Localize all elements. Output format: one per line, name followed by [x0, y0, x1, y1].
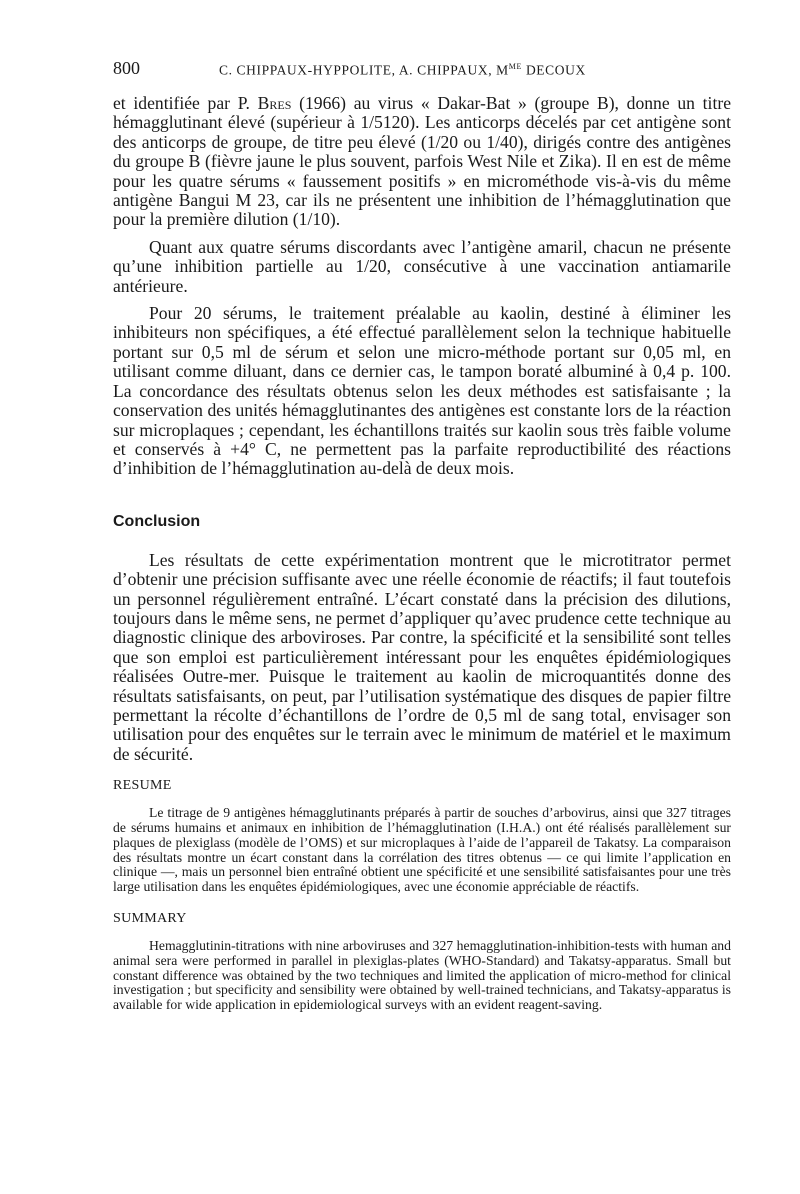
resume-heading: RESUME [113, 778, 172, 794]
running-head-authors [219, 62, 586, 79]
running-head [113, 58, 731, 80]
page-number: 800 [113, 58, 140, 78]
authors-part2: DECOUX [521, 62, 586, 77]
para1-rest: (1966) au virus « Dakar-Bat » (groupe B), donne un titre hémagglutinant élevé (supérieur à 1/5120). Les anticorps décelés par cet antigène sont des anticorps de groupe, de titre peu élevé (1/20 ou 1/40), dirigés contre des antigènes du groupe B (fièvre jaune le plus souvent, parfois West Nile et Zika). Il en est de même pour les quatre sérums « faussement positifs » en microméthode vis-à-vis du même antigène Bangui M 23, car ils ne présentent une inhibition de l’hémagglutination que pour la première dilution (1/10). [113, 93, 731, 230]
para1-start: et identifiée par P. [113, 93, 258, 113]
authors-part1: C. CHIPPAUX-HYPPOLITE, A. CHIPPAUX, M [219, 62, 509, 77]
body-paragraph-1 [113, 94, 731, 230]
authors-superscript: ME [508, 61, 522, 71]
summary-heading: SUMMARY [113, 910, 187, 926]
conclusion-heading: Conclusion [113, 512, 201, 530]
body-paragraph-3: Pour 20 sérums, le traitement préalable au kaolin, destiné à éliminer les inhibiteurs non spécifiques, a été effectué parallèlement selon la technique habituelle portant sur 0,5 ml de sérum et selon une micro-méthode portant sur 0,05 ml, en utilisant comme diluant, dans ce dernier cas, le tampon boraté albuminé à 0,4 p. 100. La concordance des résultats obtenus selon les deux méthodes est satisfaisante ; la conservation des unités hémagglutinantes des antigènes est constante lors de la réaction sur microplaques ; cependant, les échantillons traités sur kaolin sous très faible volume et conservés à +4° C, ne permettent pas la parfaite reproductibilité des réactions d’inhibition de l’hémagglutination au-delà de deux mois. [113, 303, 731, 479]
author-citation: Bres [257, 93, 292, 113]
summary-paragraph: Hemagglutinin-titrations with nine arboviruses and 327 hemagglutination-inhibition-tests with human and animal sera were performed in parallel in plexiglas-plates (WHO-Standard) and Takatsy-apparatus. Small but constant difference was obtained by the two techniques and limited the application of micro-method for clinical investigation ; but specificity and sensibility were obtained by well-trained technicians, and Takatsy-apparatus is available for wide application in epidemiological surveys with an evident reagent-saving. [113, 937, 731, 1013]
resume-paragraph: Le titrage de 9 antigènes hémagglutinants préparés à partir de souches d’arbovirus, ainsi que 327 titrages de sérums humains et animaux en inhibition de l’hémagglutination (I.H.A.) ont été réalisés parallèlement sur plaques de plexiglass (modèle de l’OMS) et sur microplaques à l’aide de l’appareil de Takatsy. La comparaison des résultats montre un écart constant dans la corrélation des titres obtenus — ce qui limite l’application en clinique —, mais un personnel bien entraîné obtient une spécificité et une sensibilité satisfaisantes pour une très large utilisation dans les enquêtes épidémiologiques, avec une économie appréciable de réactifs. [113, 805, 731, 895]
conclusion-paragraph: Les résultats de cette expérimentation montrent que le microtitrator permet d’obtenir une précision suffisante avec une réelle économie de réactifs; il faut toutefois un personnel régulièrement entraîné. L’écart constaté dans la précision des dilutions, toujours dans le même sens, ne permet d’appliquer qu’avec prudence cette technique au diagnostic clinique des arboviroses. Par contre, la spécificité et la sensibilité sont telles que son emploi est particulièrement intéressant pour les enquêtes épidémiologiques réalisées Outre-mer. Puisque le traitement au kaolin de microquantités donne des résultats satisfaisants, on peut, par l’utilisation systématique des disques de papier filtre permettant la récolte d’échantillons de l’ordre de 0,5 ml de sang total, envisager son utilisation pour des enquêtes sur le terrain avec le minimum de matériel et le maximum de sécurité. [113, 549, 731, 764]
page [113, 58, 731, 1029]
body-paragraph-2: Quant aux quatre sérums discordants avec l’antigène amaril, chacun ne présente qu’une inhibition partielle au 1/20, consécutive à une vaccination antiamarile antérieure. [113, 236, 731, 296]
